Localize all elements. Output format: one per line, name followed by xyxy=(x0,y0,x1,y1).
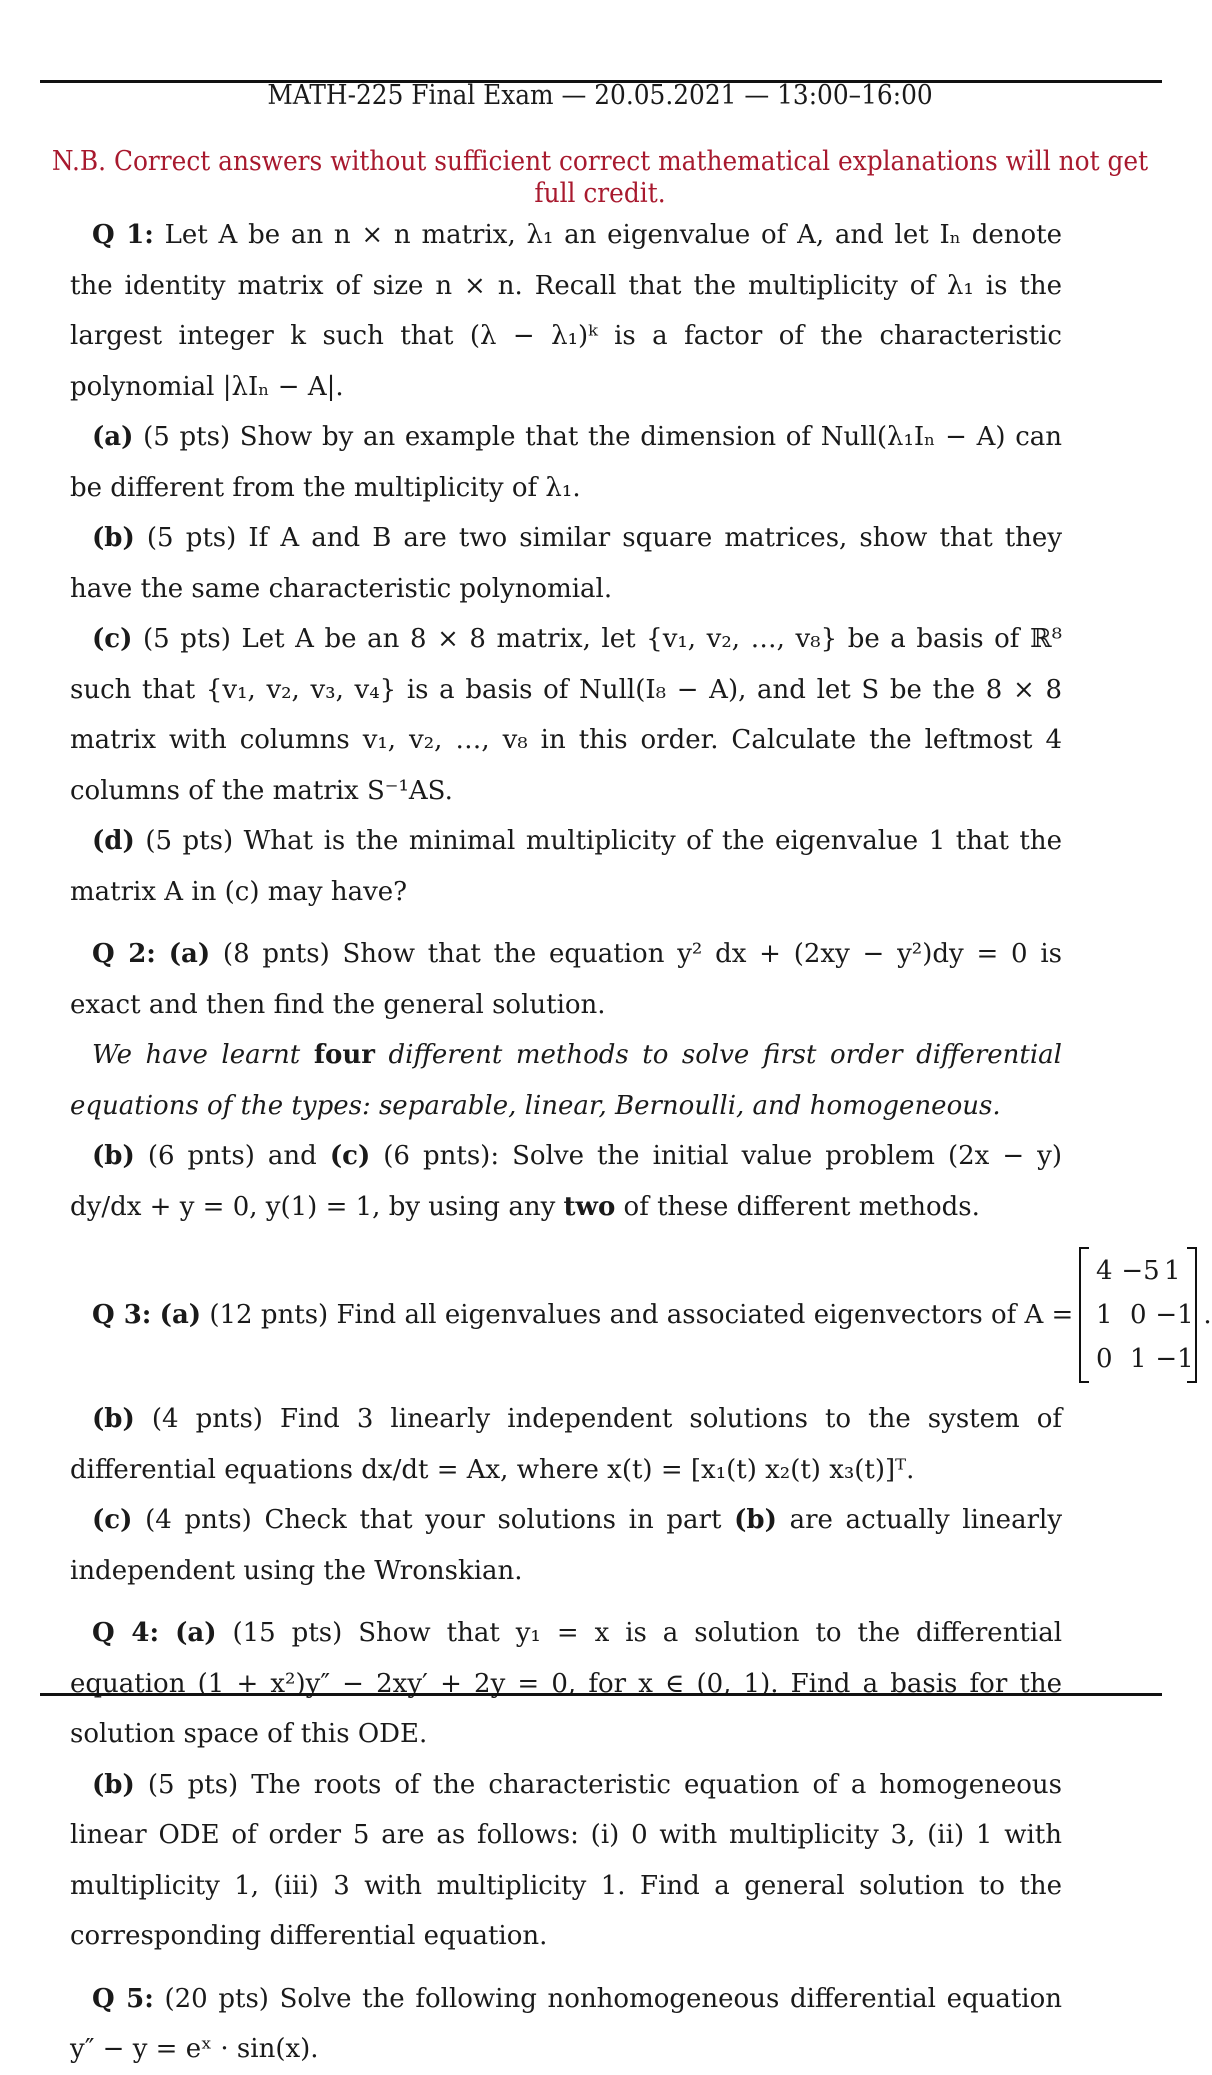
q1-part-d: (d) (5 pts) What is the minimal multiplicity of the eigenvalue 1 that the matrix A in (c) may have? xyxy=(70,826,1062,907)
q1c-label: (c) xyxy=(92,624,133,654)
q1-part-b: (b) (5 pts) If A and B are two similar square matrices, show that they have the same characteristic polynomial. xyxy=(70,523,1063,604)
nb-notice: N.B. Correct answers without sufficient correct mathematical explanations will not get full credit. xyxy=(51,146,1149,209)
q5: Q 5: (20 pts) Solve the following nonhomogeneous differential equation y″ − y = eˣ · sin(x). xyxy=(70,1983,1063,2064)
q1d-label: (d) xyxy=(92,826,135,856)
matrix-cell: −1 xyxy=(1155,1344,1194,1374)
q2-part-a: Q 2: (a) (8 pnts) Show that the equation y² dx + (2xy − y²)dy = 0 is exact and then find the general solution. xyxy=(70,939,1063,1020)
exam-header: MATH-225 Final Exam — 20.05.2021 — 13:00–16:00 xyxy=(267,80,933,111)
q2-note: We have learnt four different methods to solve first order differential equations of the types: separable, linear, Bernoulli, and homogeneous. xyxy=(70,1040,1062,1121)
q1a-label: (a) xyxy=(92,422,134,452)
q3-label: Q 3: xyxy=(92,1299,152,1330)
q4-part-a: Q 4: (a) (15 pts) Show that y₁ = x is a solution to the differential equation (1 + x²)y″ − 2xy′ + 2y = 0, for x ∈ (0, 1). Find a basis for the solution space of this ODE. xyxy=(70,1618,1063,1749)
matrix-cell: 1 xyxy=(1164,1256,1181,1286)
q3-part-c: (c) (4 pnts) Check that your solutions in part (b) are actually linearly independent using the Wronskian. xyxy=(70,1505,1063,1586)
matrix-cell: 1 xyxy=(1096,1300,1113,1330)
q1-text: Let A be an n × n matrix, λ₁ an eigenvalue of A, and let Iₙ denote the identity matrix of size n × n. Recall that the multiplicity of λ₁ is the largest integer k such that (λ − λ₁)ᵏ is a factor of the characteristic polynomial |λIₙ − A|. xyxy=(70,220,1062,402)
q4-part-b: (b) (5 pts) The roots of the characteristic equation of a homogeneous linear ODE of order 5 are as follows: (i) 0 with multiplicity 3, (ii) 1 with multiplicity 1, (iii) 3 with multiplicity 1. Find a general solution to the corresponding differential equation. xyxy=(70,1769,1063,1951)
exam-body xyxy=(70,210,1212,2075)
q1b-label: (b) xyxy=(92,523,135,553)
matrix-cell: −5 xyxy=(1121,1256,1160,1286)
q3-part-b: (b) (4 pnts) Find 3 linearly independent solutions to the system of differential equations dx/dt = Ax, where x(t) = [x₁(t) x₂(t) x₃(t)]ᵀ. xyxy=(70,1404,1062,1485)
matrix-cell: −1 xyxy=(1155,1300,1194,1330)
q4-label: Q 4: xyxy=(92,1618,160,1648)
q3-part-a: Q 3: (a) (12 pnts) Find all eigenvalues and associated eigenvectors of A = 4 −5 1 1 0 −1 0 1 −1 . xyxy=(70,1240,1062,1390)
q2-part-bc: (b) (6 pnts) and (c) (6 pnts): Solve the initial value problem (2x − y) dy/dx + y = 0, y(1) = 1, by using any two of these different methods. xyxy=(70,1141,1063,1222)
q1-part-c: (c) (5 pts) Let A be an 8 × 8 matrix, let {v₁, v₂, …, v₈} be a basis of ℝ⁸ such that {v₁, v₂, v₃, v₄} is a basis of Null(I₈ − A), and let S be the 8 × 8 matrix with columns v₁, v₂, …, v₈ in this order. Calculate the leftmost 4 columns of the matrix S⁻¹AS. xyxy=(70,624,1063,806)
matrix-cell: 0 xyxy=(1096,1344,1113,1374)
q5-label: Q 5: xyxy=(92,1983,154,2014)
matrix-cell: 1 xyxy=(1130,1344,1147,1374)
matrix-a xyxy=(1079,1247,1197,1383)
q1-intro xyxy=(70,210,1062,412)
q2-label: Q 2: xyxy=(92,939,156,969)
bottom-rule xyxy=(40,1693,1162,1696)
matrix-cell: 4 xyxy=(1096,1256,1113,1286)
matrix-cell: 0 xyxy=(1130,1300,1147,1330)
q1-label: Q 1: xyxy=(92,220,154,250)
q1-part-a: (a) (5 pts) Show by an example that the dimension of Null(λ₁Iₙ − A) can be different from the multiplicity of λ₁. xyxy=(70,422,1062,503)
